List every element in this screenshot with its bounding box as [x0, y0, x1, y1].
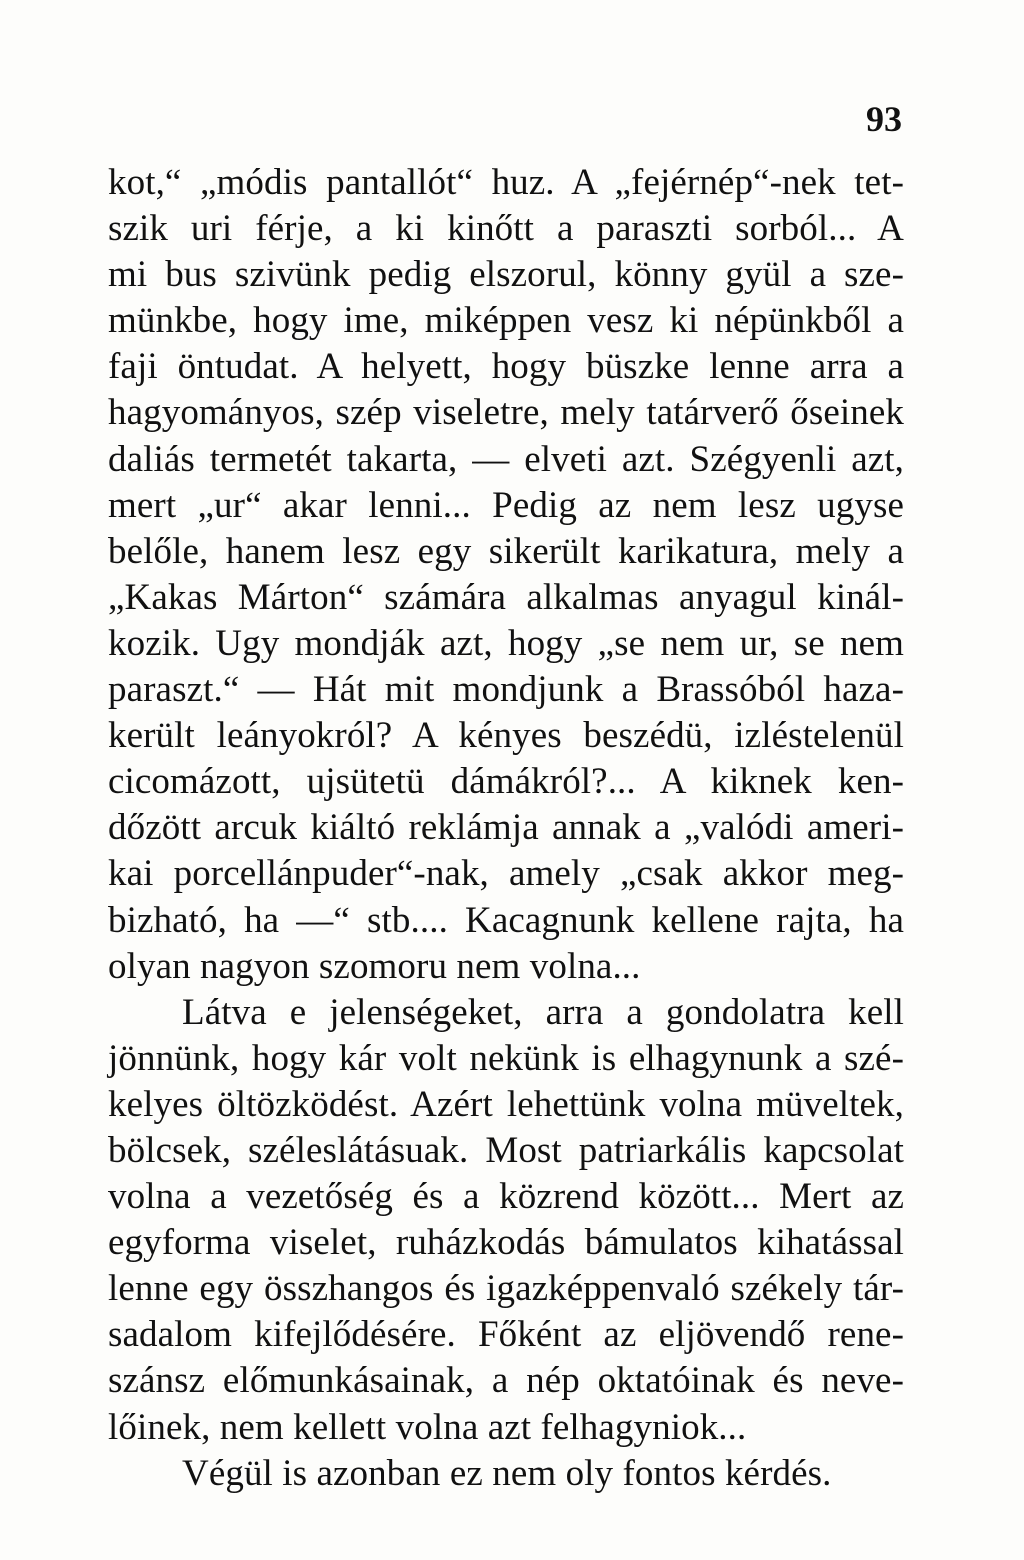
text-line: Végül is azonban ez nem oly fontos kérdés. — [182, 1452, 832, 1494]
text-line: bizható, ha —“ stb.... Kacagnunk kellene rajta, ha — [108, 899, 904, 941]
text-line: volna a vezetőség és a közrend között... Mert az — [108, 1176, 904, 1218]
text-line: lenne egy összhangos és igazképpenvaló székely tár- — [108, 1268, 904, 1310]
text-line: sadalom kifejlődésére. Főként az eljövendő rene- — [108, 1314, 904, 1356]
text-line: olyan nagyon szomoru nem volna... — [108, 945, 641, 987]
text-line: kai porcellánpuder“-nak, amely „csak akkor meg- — [108, 853, 904, 895]
text-line: kelyes öltözködést. Azért lehettünk volna müveltek, — [108, 1083, 904, 1125]
text-line: kot,“ „módis pantallót“ huz. A „fejérnép“-nek tet- — [108, 162, 904, 203]
text-line: hagyományos, szép viseletre, mely tatárverő őseinek — [108, 392, 904, 434]
text-line: szánsz előmunkásainak, a nép oktatóinak és neve- — [108, 1360, 904, 1402]
text-line: mert „ur“ akar lenni... Pedig az nem lesz ugyse — [108, 484, 904, 526]
page-number: 93 — [866, 99, 902, 139]
text-line: paraszt.“ — Hát mit mondjunk a Brassóból haza- — [108, 669, 904, 711]
text-line: mi bus szivünk pedig elszorul, könny gyül a sze- — [108, 254, 904, 296]
text-line: bölcsek, széleslátásuak. Most patriarkális kapcsolat — [108, 1129, 904, 1171]
text-line: kozik. Ugy mondják azt, hogy „se nem ur, se nem — [108, 622, 904, 664]
text-line: cicomázott, ujsütetü dámákról?... A kiknek ken- — [108, 761, 904, 803]
text-line: faji öntudat. A helyett, hogy büszke lenne arra a — [108, 346, 904, 388]
text-line: belőle, hanem lesz egy sikerült karikatura, mely a — [108, 530, 904, 572]
body-text — [108, 160, 904, 1497]
text-line: Látva e jelenségeket, arra a gondolatra kell — [182, 991, 904, 1033]
text-line: lőinek, nem kellett volna azt felhagyniok... — [108, 1406, 747, 1448]
text-line: dőzött arcuk kiáltó reklámja annak a „valódi ameri- — [108, 807, 904, 849]
text-line: került leányokról? A kényes beszédü, izléstelenül — [108, 715, 904, 757]
text-line: jönnünk, hogy kár volt nekünk is elhagynunk a szé- — [108, 1037, 904, 1079]
text-line: egyforma viselet, ruházkodás bámulatos kihatással — [108, 1222, 904, 1264]
text-line: szik uri férje, a ki kinőtt a paraszti sorból... A — [108, 208, 904, 250]
text-line: münkbe, hogy ime, miképpen vesz ki népünkből a — [108, 300, 904, 342]
text-line: „Kakas Márton“ számára alkalmas anyagul kinál- — [108, 576, 904, 618]
text-line: daliás termetét takarta, — elveti azt. Szégyenli azt, — [108, 438, 904, 480]
